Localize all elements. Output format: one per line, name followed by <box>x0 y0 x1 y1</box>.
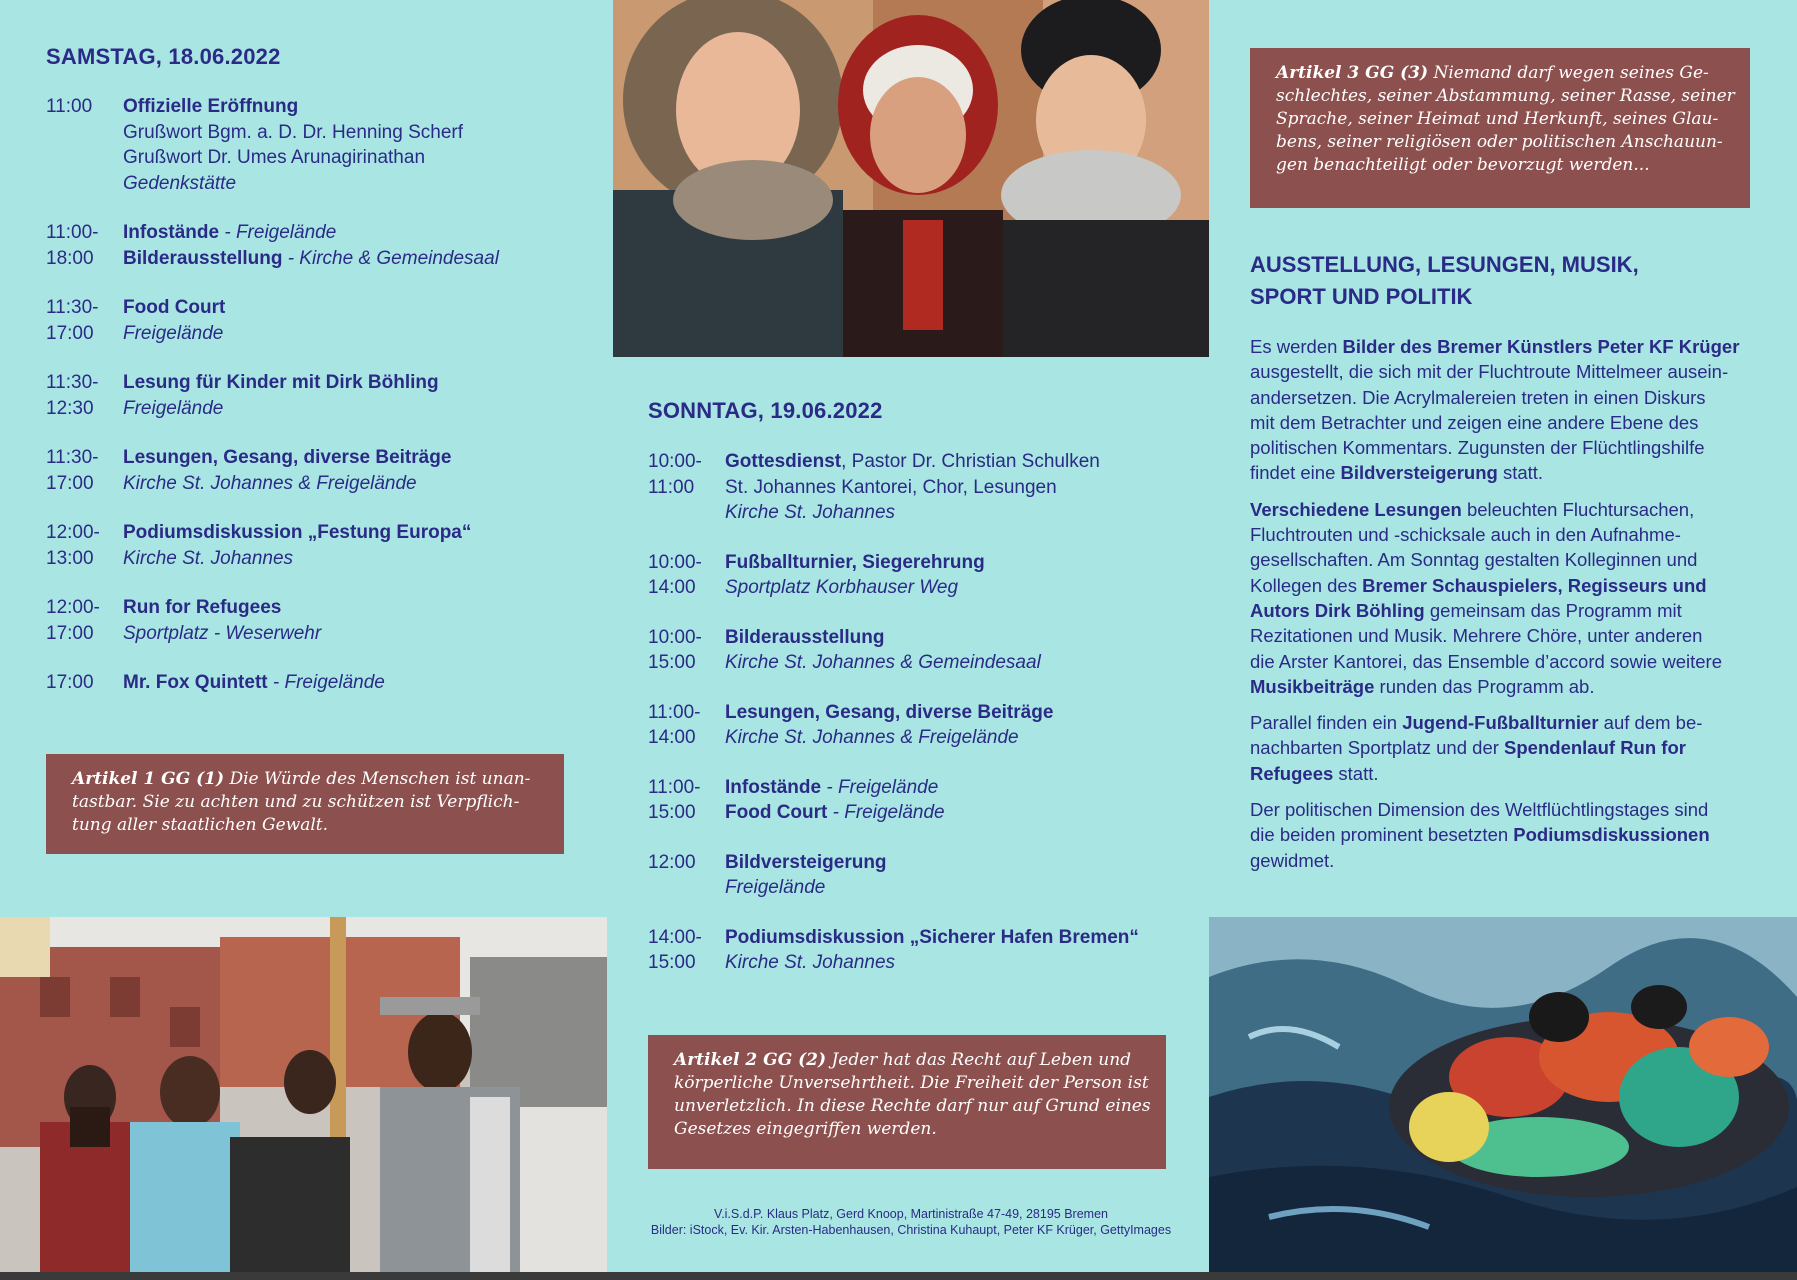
text-line <box>1276 85 1735 108</box>
text-line <box>725 475 1208 501</box>
text-line <box>1250 359 1790 384</box>
schedule-details <box>123 445 606 496</box>
text: bens, seiner religiösen oder politischen Anschauun- <box>1276 132 1723 152</box>
program-paragraph <box>1250 497 1790 699</box>
program-paragraph <box>1250 710 1790 786</box>
schedule-details <box>123 220 606 271</box>
italic-text: - Freigelände <box>219 222 337 243</box>
text: gen benachteiligt oder bevorzugt werden... <box>1276 155 1650 175</box>
text-line <box>1250 435 1790 460</box>
schedule-time: 12:00 <box>648 851 696 873</box>
text-line <box>725 850 1208 876</box>
text-line <box>725 725 1208 751</box>
program-title-line1: AUSSTELLUNG, LESUNGEN, MUSIK, <box>1250 252 1639 277</box>
imprint-image-credits: Bilder: iStock, Ev. Kir. Arsten-Habenhausen, Christina Kuhaupt, Peter KF Krüger, GettyImages <box>650 1223 1172 1237</box>
text: Der politischen Dimension des Weltflüchtlingstages sind <box>1250 799 1709 821</box>
text-line <box>1250 522 1790 547</box>
text: politischen Kommentars. Zugunsten der Flüchtlingshilfe <box>1250 437 1705 459</box>
text-line <box>725 800 1208 826</box>
text-line <box>123 246 606 272</box>
italic-text: Kirche St. Johannes <box>123 547 294 569</box>
text-line <box>1250 573 1790 598</box>
italic-text: Freigelände <box>123 322 224 344</box>
text-line <box>123 295 606 321</box>
text-line <box>725 575 1208 601</box>
text-line <box>725 875 1208 901</box>
text-line <box>72 814 538 837</box>
text: Parallel finden ein <box>1250 712 1403 734</box>
bold-text: Fußballturnier, Siegerehrung <box>725 551 985 573</box>
text-line <box>674 1072 1149 1095</box>
schedule-time: 11:00 <box>46 96 93 117</box>
program-column <box>1209 0 1797 1280</box>
italic-text: Sportplatz - Weserwehr <box>123 622 322 644</box>
imprint <box>613 1206 1209 1238</box>
text: Die Würde des Menschen ist unan- <box>224 769 531 789</box>
text: Fluchtrouten und -schicksale auch in den Aufnahme- <box>1250 524 1681 546</box>
text: körperliche Unversehrtheit. Die Freiheit der Person ist <box>674 1073 1149 1093</box>
text: nachbarten Sportplatz und der <box>1250 737 1505 759</box>
text: Sprache, seiner Heimat und Herkunft, seines Glau- <box>1276 109 1719 129</box>
schedule-time: 11:00- 18:00 <box>46 222 99 269</box>
program-paragraph <box>1250 797 1790 873</box>
bold-text: Bilderausstellung <box>725 626 885 648</box>
bold-text: Gottesdienst <box>725 451 842 472</box>
text-line <box>72 768 538 791</box>
text: Gesetzes eingegriffen werden. <box>674 1119 937 1139</box>
text-line <box>1250 385 1790 410</box>
schedule-details <box>725 550 1208 601</box>
schedule-details <box>725 700 1208 751</box>
text-line <box>1250 460 1790 485</box>
program-title-line2: SPORT UND POLITIK <box>1250 284 1473 309</box>
text: unverletzlich. In diese Rechte darf nur auf Grund eines <box>674 1096 1151 1116</box>
bold-text: Jugend-Fußballturnier <box>1402 712 1599 734</box>
text-line <box>1276 108 1724 131</box>
bold-text: Podiumsdiskussion „Festung Europa“ <box>123 522 472 543</box>
article-1-quote <box>46 754 564 854</box>
text: Grußwort Bgm. a. D. Dr. Henning Scherf <box>123 121 464 143</box>
text-line <box>123 546 606 572</box>
text-line <box>674 1049 1140 1072</box>
text: gesellschaften. Am Sonntag gestalten Kolleginnen und <box>1250 549 1698 571</box>
schedule-item <box>648 449 1208 526</box>
italic-text: - Kirche & Gemeindesaal <box>282 247 499 269</box>
text: Jeder hat das Recht auf Leben und <box>826 1050 1132 1070</box>
bold-text: Infostände <box>123 222 220 243</box>
text-line <box>1250 674 1790 699</box>
bold-text: Autors Dirk Böhling <box>1250 599 1425 621</box>
italic-text: Kirche St. Johannes & Gemeindesaal <box>725 652 1041 673</box>
schedule-item <box>46 295 606 346</box>
sunday-column <box>613 0 1209 1280</box>
text-line <box>1276 62 1724 85</box>
text-line <box>1250 735 1790 760</box>
text-line <box>123 94 606 120</box>
schedule-item <box>46 670 606 696</box>
text-line <box>725 950 1208 976</box>
italic-text: Freigelände <box>725 877 826 898</box>
bold-text: Lesungen, Gesang, diverse Beiträge <box>725 701 1054 723</box>
text: mit dem Betrachter und zeigen eine andere Ebene des <box>1250 411 1699 433</box>
text-line <box>123 621 606 647</box>
text-line <box>725 925 1208 951</box>
text-line <box>725 700 1208 726</box>
text: tung aller staatlichen Gewalt. <box>72 815 329 835</box>
schedule-item <box>46 520 606 571</box>
schedule-item <box>46 370 606 421</box>
italic-text: Kirche St. Johannes <box>725 952 896 973</box>
bold-text: Run for Refugees <box>123 597 282 618</box>
bold-text: Podiumsdiskussion „Sicherer Hafen Bremen“ <box>725 926 1139 948</box>
three-women-image <box>613 0 1209 357</box>
schedule-details <box>123 595 606 646</box>
schedule-time: 10:00- 14:00 <box>648 551 702 598</box>
text: gemeinsam das Programm mit <box>1424 599 1682 621</box>
text: beleuchten Fluchtursachen, <box>1461 498 1695 520</box>
boat-painting-image <box>1209 917 1797 1272</box>
bold-text: Verschiedene Lesungen <box>1250 498 1462 520</box>
schedule-details <box>725 775 1208 826</box>
text: schlechtes, seiner Abstammung, seiner Rasse, seiner <box>1276 86 1735 106</box>
saturday-title: SAMSTAG, 18.06.2022 <box>46 44 281 69</box>
schedule-time: 11:00- 15:00 <box>648 776 701 823</box>
text-line <box>123 595 606 621</box>
bold-text: Artikel 2 GG (2) <box>674 1050 827 1070</box>
bold-text: Bildversteigerung <box>1340 462 1498 484</box>
bold-text: Food Court <box>725 802 828 823</box>
text-line <box>725 650 1208 676</box>
schedule-item <box>46 220 606 271</box>
refugee-boat-painting <box>1209 917 1797 1272</box>
program-title <box>1250 249 1770 313</box>
text-line <box>1250 547 1790 572</box>
schedule-time: 10:00- 11:00 <box>648 451 702 498</box>
text: auf dem be- <box>1598 712 1703 734</box>
schedule-time: 12:00- 17:00 <box>46 597 100 644</box>
schedule-item <box>46 595 606 646</box>
bold-text: Refugees <box>1250 762 1334 784</box>
schedule-item <box>648 625 1208 676</box>
text-line <box>1250 797 1790 822</box>
text-line <box>1250 497 1790 522</box>
schedule-details <box>725 449 1208 526</box>
text-line <box>1250 410 1790 435</box>
text: andersetzen. Die Acrylmalereien treten in einen Diskurs <box>1250 386 1706 408</box>
schedule-item <box>648 550 1208 601</box>
schedule-time: 10:00- 15:00 <box>648 626 702 673</box>
text: gewidmet. <box>1250 849 1335 871</box>
schedule-time: 11:30- 17:00 <box>46 447 99 494</box>
text-line <box>1250 649 1790 674</box>
text-line <box>123 396 606 422</box>
bold-text: Offizielle Eröffnung <box>123 96 299 117</box>
schedule-details <box>725 625 1208 676</box>
bold-text: Food Court <box>123 297 226 318</box>
italic-text: Sportplatz Korbhauser Weg <box>725 577 959 598</box>
text: Rezitationen und Musik. Mehrere Chöre, unter anderen <box>1250 625 1703 647</box>
schedule-time: 14:00- 15:00 <box>648 926 702 973</box>
text: die beiden prominent besetzten <box>1250 824 1514 846</box>
bold-text: Artikel 3 GG (3) <box>1276 63 1429 83</box>
article-2-quote <box>648 1035 1166 1169</box>
bottom-edge <box>0 1272 1797 1280</box>
saturday-column <box>0 0 613 1280</box>
text-line <box>725 449 1208 475</box>
bold-text: Musikbeiträge <box>1250 675 1375 697</box>
schedule-item <box>46 445 606 496</box>
text: , Pastor Dr. Christian Schulken <box>841 451 1100 472</box>
schedule-details <box>725 925 1208 976</box>
text: die Arster Kantorei, das Ensemble d’accord sowie weitere <box>1250 650 1722 672</box>
text-line <box>123 120 606 146</box>
refugee-march-image <box>0 917 607 1272</box>
text-line <box>1250 710 1790 735</box>
bold-text: Podiumsdiskussionen <box>1513 824 1710 846</box>
schedule-details <box>725 850 1208 901</box>
text-line <box>725 625 1208 651</box>
text-line <box>123 445 606 471</box>
three-women-photo <box>613 0 1209 357</box>
schedule-details <box>123 520 606 571</box>
text: Niemand darf wegen seines Ge- <box>1428 63 1709 83</box>
bold-text: Lesungen, Gesang, diverse Beiträge <box>123 447 452 468</box>
italic-text: Gedenkstätte <box>123 172 237 194</box>
text: St. Johannes Kantorei, Chor, Lesungen <box>725 476 1057 498</box>
bold-text: Artikel 1 GG (1) <box>72 769 225 789</box>
text: statt. <box>1497 462 1544 484</box>
italic-text: - Freigelände <box>821 776 939 798</box>
text-line <box>123 321 606 347</box>
italic-text: Kirche St. Johannes & Freigelände <box>123 472 417 494</box>
imprint-visdp: V.i.S.d.P. Klaus Platz, Gerd Knoop, Martinistraße 47-49, 28195 Bremen <box>714 1207 1108 1221</box>
bold-text: Bildversteigerung <box>725 851 887 873</box>
text-line <box>123 670 606 696</box>
text: runden das Programm ab. <box>1374 675 1595 697</box>
text: statt. <box>1333 762 1379 784</box>
text-line <box>72 791 538 814</box>
text: ausgestellt, die sich mit der Fluchtroute Mittelmeer ausein- <box>1250 361 1729 383</box>
text-line <box>123 370 606 396</box>
schedule-item <box>648 775 1208 826</box>
bold-text: Mr. Fox Quintett <box>123 672 268 693</box>
saturday-schedule <box>46 94 606 720</box>
text-line <box>1250 598 1790 623</box>
text: tastbar. Sie zu achten und zu schützen ist Verpflich- <box>72 792 520 812</box>
text-line <box>674 1118 1140 1141</box>
schedule-details <box>123 370 606 421</box>
text-line <box>1276 131 1724 154</box>
text-line <box>674 1095 1151 1118</box>
schedule-time: 17:00 <box>46 672 94 693</box>
text-line <box>123 520 606 546</box>
sunday-schedule <box>648 449 1208 1000</box>
text-line <box>123 471 606 497</box>
article-3-quote <box>1250 48 1750 208</box>
bold-text: Lesung für Kinder mit Dirk Böhling <box>123 372 439 393</box>
text-line <box>1250 623 1790 648</box>
schedule-item <box>648 700 1208 751</box>
text: Grußwort Dr. Umes Arunagirinathan <box>123 147 426 168</box>
italic-text: - Freigelände <box>827 802 945 823</box>
refugee-march-photo <box>0 917 607 1272</box>
italic-text: Freigelände <box>123 397 224 419</box>
text-line <box>1250 334 1790 359</box>
text: Kollegen des <box>1250 574 1363 596</box>
schedule-item <box>46 94 606 196</box>
text-line <box>123 145 606 171</box>
bold-text: Bremer Schauspielers, Regisseurs und <box>1362 574 1707 596</box>
text-line <box>1250 848 1790 873</box>
text-line <box>725 775 1208 801</box>
text-line <box>1250 822 1790 847</box>
text-line <box>725 500 1208 526</box>
italic-text: - Freigelände <box>267 672 385 693</box>
text-line <box>725 550 1208 576</box>
text: findet eine <box>1250 462 1341 484</box>
schedule-time: 11:30- 12:30 <box>46 372 99 419</box>
sunday-title: SONNTAG, 19.06.2022 <box>648 398 883 423</box>
text-line <box>123 220 606 246</box>
schedule-details <box>123 295 606 346</box>
schedule-details <box>123 94 606 196</box>
schedule-item <box>648 925 1208 976</box>
schedule-time: 11:30- 17:00 <box>46 297 99 344</box>
program-paragraph <box>1250 334 1790 486</box>
text-line <box>1276 154 1724 177</box>
bold-text: Infostände <box>725 776 822 798</box>
schedule-item <box>648 850 1208 901</box>
schedule-details <box>123 670 606 696</box>
text: Es werden <box>1250 336 1343 357</box>
bold-text: Bilderausstellung <box>123 247 283 269</box>
text-line <box>123 171 606 197</box>
schedule-time: 11:00- 14:00 <box>648 701 701 748</box>
schedule-time: 12:00- 13:00 <box>46 522 100 569</box>
bold-text: Bilder des Bremer Künstlers Peter KF Krüger <box>1342 336 1740 357</box>
bold-text: Spendenlauf Run for <box>1504 737 1686 759</box>
italic-text: Kirche St. Johannes <box>725 502 896 523</box>
program-description <box>1250 334 1790 884</box>
text-line <box>1250 761 1790 786</box>
italic-text: Kirche St. Johannes & Freigelände <box>725 727 1019 748</box>
